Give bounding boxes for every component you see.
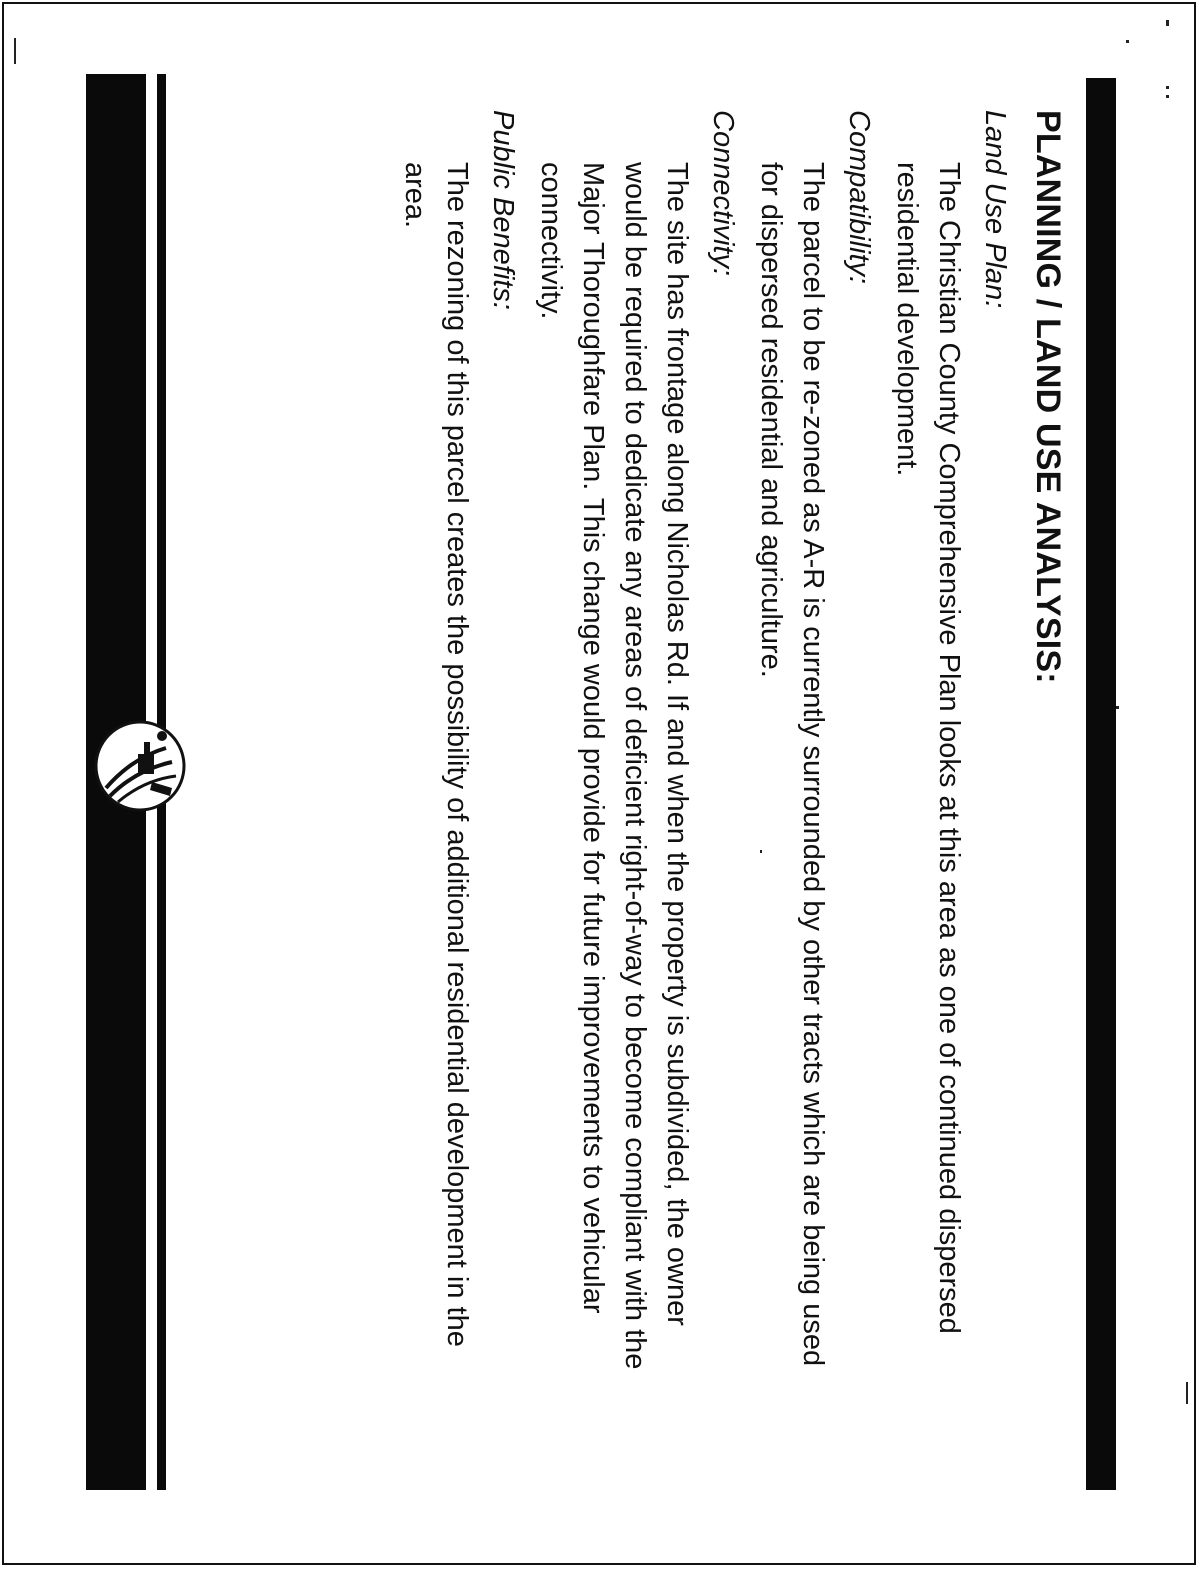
page-title: PLANNING / LAND USE ANALYSIS: bbox=[1029, 110, 1067, 684]
scan-mark bbox=[1166, 86, 1169, 89]
section-body-compatibility: The parcel to be re-zoned as A-R is currently surrounded by other tracts which are being used for dispersed residential and agriculture. bbox=[755, 162, 829, 1367]
scan-mark bbox=[1186, 1382, 1188, 1404]
header-bar bbox=[1086, 78, 1116, 1490]
county-seal-icon bbox=[92, 718, 188, 814]
scan-mark bbox=[1116, 706, 1119, 709]
section-body-land-use-plan: The Christian County Comprehensive Plan looks at this area as one of continued dispersed residential development. bbox=[891, 162, 965, 1334]
scan-mark bbox=[1166, 95, 1169, 98]
scan-mark bbox=[14, 38, 16, 64]
section-heading-compatibility: Compatibility: bbox=[843, 110, 875, 285]
section-heading-land-use-plan: Land Use Plan: bbox=[979, 110, 1011, 309]
section-heading-public-benefits: Public Benefits: bbox=[487, 110, 519, 310]
section-body-connectivity: The site has frontage along Nicholas Rd. If and when the property is subdivided, the owner would be required to dedicate any areas of deficient right-of-way to become compliant with the Major Thoroughfare Plan. This change would provide for future improvements to vehicular connectivity. bbox=[535, 162, 693, 1370]
document-content bbox=[386, 110, 1068, 1490]
scan-mark bbox=[1166, 20, 1169, 26]
section-body-public-benefits: The rezoning of this parcel creates the possibility of additional residential development in the area. bbox=[399, 162, 473, 1347]
section-heading-connectivity: Connectivity: bbox=[707, 110, 739, 277]
scan-mark bbox=[1126, 40, 1129, 43]
